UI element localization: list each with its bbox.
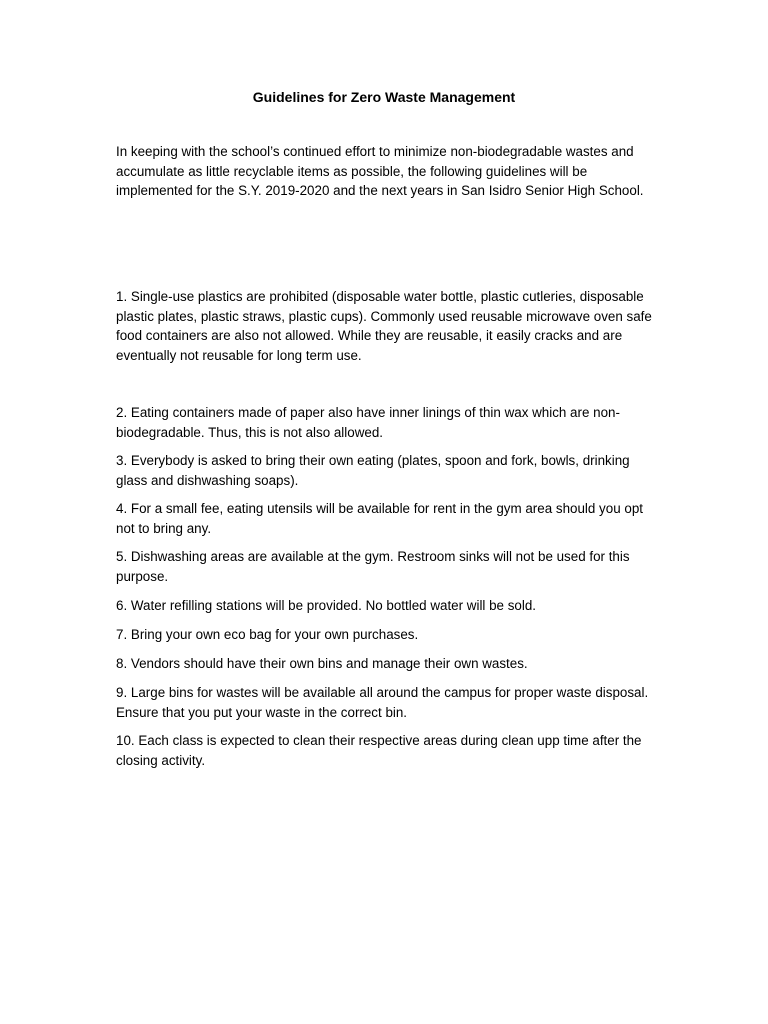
guideline-item-8: 8. Vendors should have their own bins and manage their own wastes. [116, 656, 528, 671]
guideline-item-1: 1. Single-use plastics are prohibited (disposable water bottle, plastic cutleries, disposable plastic plates, plastic straws, plastic cups). Commonly used reusable microwave oven safe food containers are also not allowed. While they are reusable, it easily cracks and are eventually not reusable for long term use. [116, 289, 652, 363]
guideline-item-9: 9. Large bins for wastes will be available all around the campus for proper waste disposal. Ensure that you put your waste in the correct bin. [116, 685, 649, 720]
document-title: Guidelines for Zero Waste Management [252, 89, 516, 105]
guideline-item-4: 4. For a small fee, eating utensils will be available for rent in the gym area should you opt not to bring any. [116, 501, 643, 536]
guideline-item-5: 5. Dishwashing areas are available at the gym. Restroom sinks will not be used for this purpose. [116, 549, 630, 584]
guideline-item-3: 3. Everybody is asked to bring their own eating (plates, spoon and fork, bowls, drinking glass and dishwashing soaps). [116, 453, 630, 488]
guideline-item-7: 7. Bring your own eco bag for your own purchases. [116, 627, 419, 642]
intro-paragraph: In keeping with the school’s continued effort to minimize non-biodegradable wastes and accumulate as little recyclable items as possible, the following guidelines will be implemented for the S.Y. 2019-2020 and the next years in San Isidro Senior High School. [116, 144, 644, 199]
guideline-item-2: 2. Eating containers made of paper also have inner linings of thin wax which are non-biodegradable. Thus, this is not also allowed. [116, 405, 620, 440]
guideline-item-10: 10. Each class is expected to clean their respective areas during clean upp time after the closing activity. [116, 733, 642, 768]
guideline-item-6: 6. Water refilling stations will be provided. No bottled water will be sold. [116, 598, 537, 613]
